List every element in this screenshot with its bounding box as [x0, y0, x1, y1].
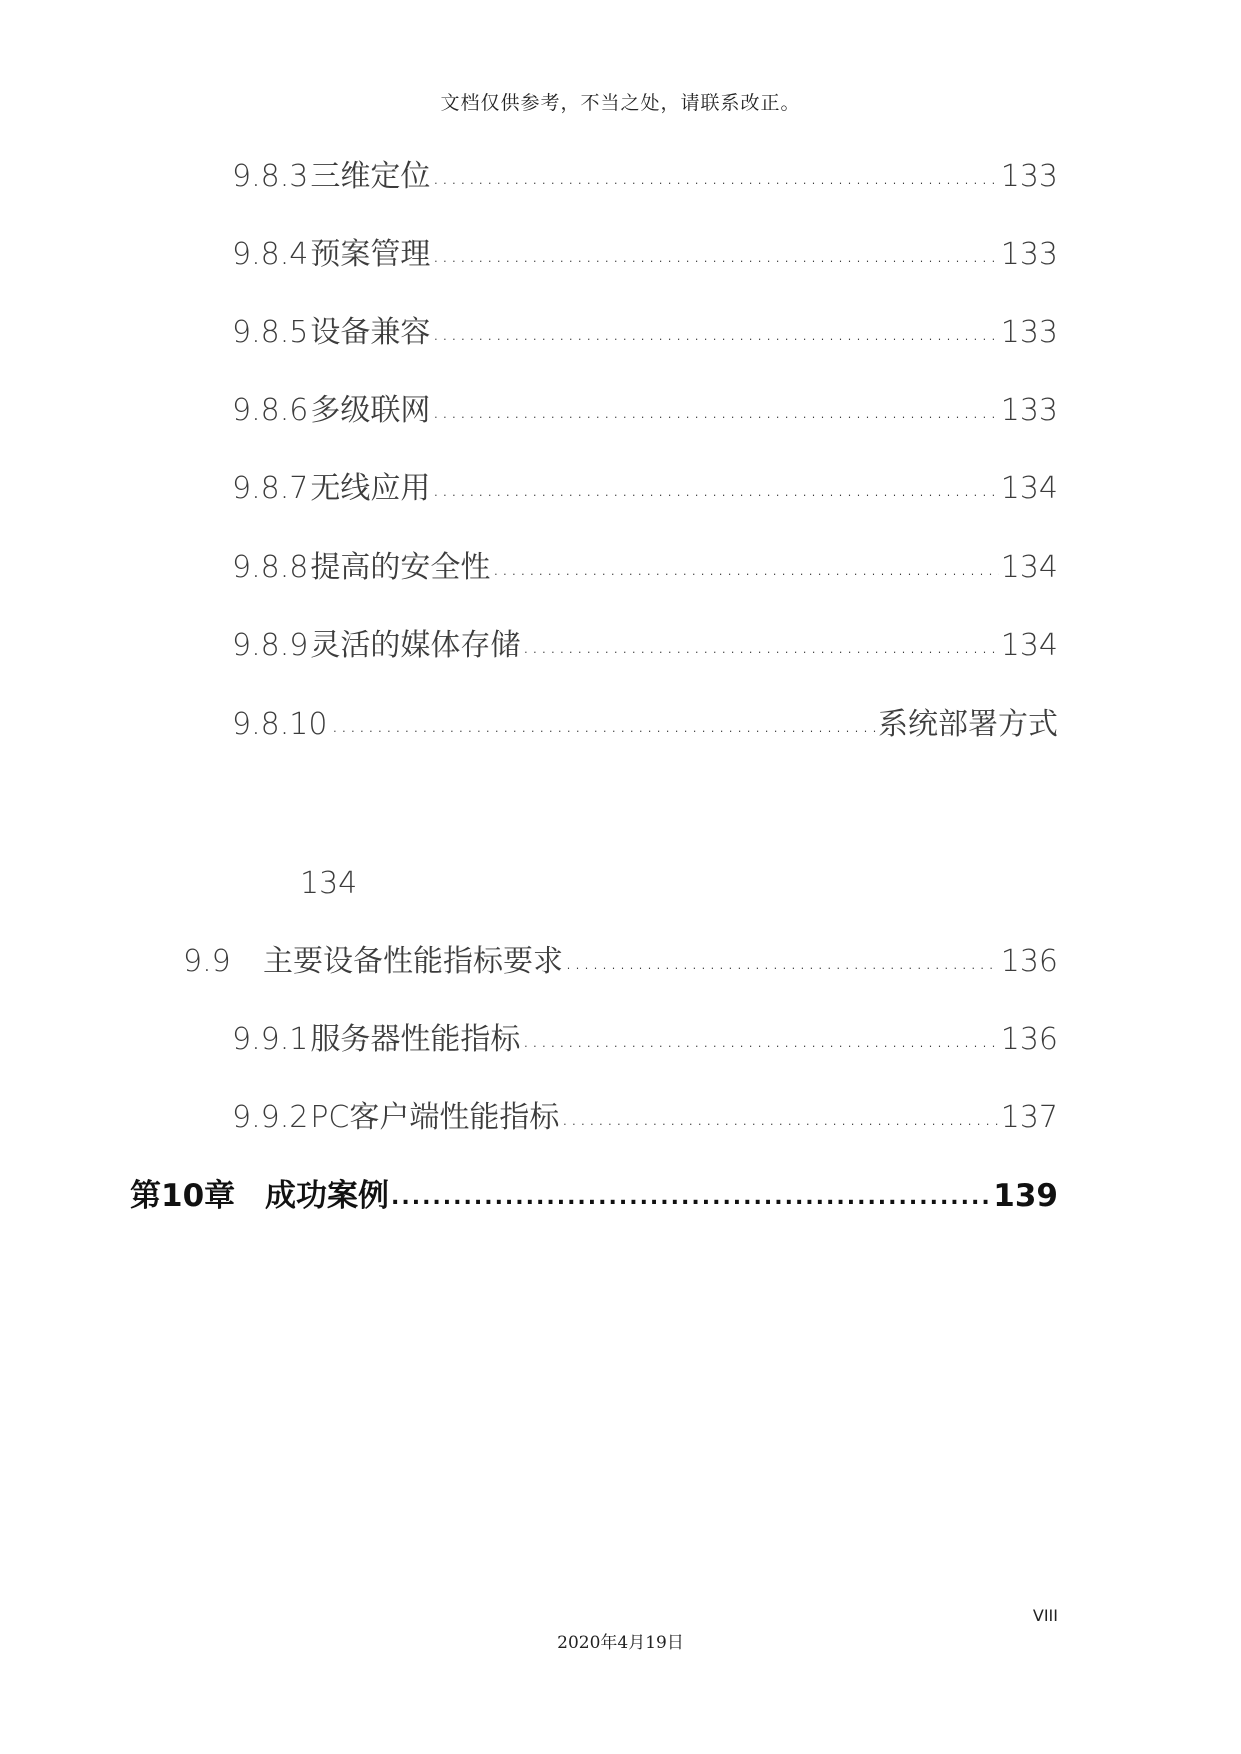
toc-dot-leader [565, 938, 999, 985]
toc-entry-page: 133 [1000, 315, 1058, 350]
toc-entry-page: 134 [1000, 550, 1058, 585]
toc-entry-number: 9.8.9 [232, 628, 309, 663]
toc-entry-9-8-10[interactable] [232, 703, 1058, 747]
toc-entry-9-8-9[interactable] [232, 624, 1058, 668]
header-disclaimer: 文档仅供参考，不当之处，请联系改正。 [440, 92, 801, 114]
toc-entry-chapter-10[interactable] [130, 1174, 1058, 1218]
toc-dot-leader [432, 309, 998, 356]
toc-entry-title: 多级联网 [310, 393, 431, 428]
toc-dot-leader [522, 1016, 998, 1063]
toc-dot-leader [391, 1172, 991, 1220]
toc-entry-page: 133 [1000, 393, 1058, 428]
toc-entry-title: 灵活的媒体存储 [310, 628, 521, 663]
toc-entry-page: 133 [1000, 237, 1058, 272]
toc-entry-wrapped-page: 134 [300, 866, 358, 901]
toc-entry-9-8-7[interactable] [232, 467, 1058, 511]
toc-dot-leader [432, 465, 998, 512]
toc-entry-number: 9.9.2 [232, 1100, 309, 1135]
toc-entry-title: 预案管理 [310, 237, 431, 272]
toc-entry-page: 136 [1000, 944, 1058, 979]
toc-entry-number: 9.8.10 [232, 707, 328, 742]
toc-dot-leader [561, 1094, 998, 1141]
toc-dot-leader [492, 544, 998, 591]
toc-entry-9-8-5[interactable] [232, 311, 1058, 355]
toc-entry-number: 9.9.1 [232, 1022, 309, 1057]
toc-entry-page: 134 [1000, 471, 1058, 506]
toc-entry-title: 提高的安全性 [310, 550, 491, 585]
toc-entry-page: 系统部署方式 [878, 707, 1058, 742]
footer-date: 2020年4月19日 [557, 1633, 684, 1653]
toc-entry-9-9[interactable] [183, 940, 1058, 984]
toc-dot-leader [522, 622, 998, 669]
toc-entry-number: 9.8.4 [232, 237, 309, 272]
toc-entry-title: 主要设备性能指标要求 [263, 944, 563, 979]
toc-dot-leader [432, 153, 998, 200]
toc-entry-9-9-2[interactable] [232, 1096, 1058, 1140]
toc-entry-title: PC客户端性能指标 [310, 1100, 560, 1135]
toc-dot-leader [432, 231, 998, 278]
toc-entry-number: 9.9 [183, 944, 231, 979]
toc-entry-page: 133 [1000, 159, 1058, 194]
toc-entry-page: 136 [1000, 1022, 1058, 1057]
toc-entry-number: 9.8.6 [232, 393, 309, 428]
toc-entry-number: 9.8.5 [232, 315, 309, 350]
toc-entry-title: 三维定位 [310, 159, 431, 194]
toc-entry-title: 设备兼容 [310, 315, 431, 350]
toc-entry-number: 9.8.8 [232, 550, 309, 585]
toc-entry-title: 服务器性能指标 [310, 1022, 521, 1057]
toc-entry-title: 无线应用 [310, 471, 431, 506]
toc-entry-number: 第10章 [130, 1178, 236, 1214]
toc-dot-leader [331, 701, 876, 748]
toc-entry-page: 134 [1000, 628, 1058, 663]
toc-entry-page: 139 [993, 1178, 1058, 1214]
toc-entry-9-9-1[interactable] [232, 1018, 1058, 1062]
toc-dot-leader [432, 387, 998, 434]
page-number: VIII [1032, 1606, 1058, 1625]
toc-entry-number: 9.8.3 [232, 159, 309, 194]
toc-entry-9-8-8[interactable] [232, 546, 1058, 590]
toc-entry-9-8-3[interactable] [232, 155, 1058, 199]
toc-entry-9-8-4[interactable] [232, 233, 1058, 277]
toc-entry-number: 9.8.7 [232, 471, 309, 506]
toc-entry-title: 成功案例 [265, 1178, 389, 1214]
toc-entry-page: 137 [1000, 1100, 1058, 1135]
toc-entry-9-8-6[interactable] [232, 389, 1058, 433]
